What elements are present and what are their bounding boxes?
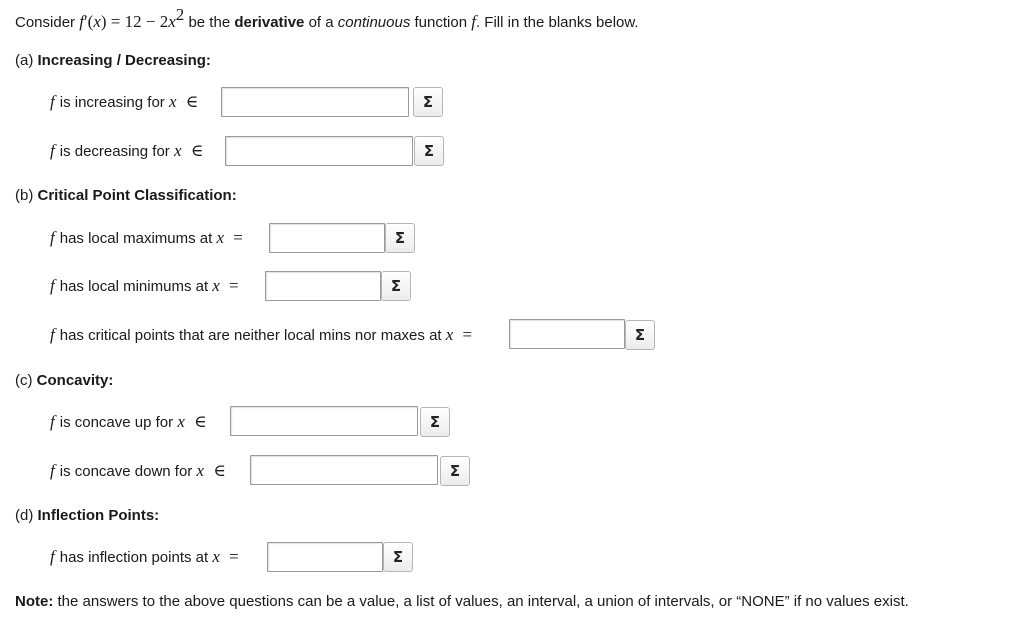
statement-suffix: . Fill in the blanks below. bbox=[475, 14, 639, 31]
left-paren: ( bbox=[87, 12, 94, 31]
local-max-label: f has local maximums at x = bbox=[50, 228, 243, 247]
exponent: 2 bbox=[175, 5, 185, 24]
prime-symbol: ′ bbox=[83, 12, 88, 31]
problem-statement bbox=[15, 5, 639, 32]
continuous-word: continuous bbox=[337, 14, 411, 31]
f-symbol: f bbox=[79, 12, 84, 31]
section-b-heading: (b) Critical Point Classification: bbox=[15, 187, 237, 204]
decreasing-sigma-button[interactable]: Σ bbox=[414, 136, 444, 166]
increasing-label: f is increasing for x ∈ bbox=[50, 92, 199, 111]
concave-up-input[interactable] bbox=[230, 406, 418, 436]
x-squared-base: x bbox=[168, 12, 176, 31]
local-max-sigma-button[interactable]: Σ bbox=[385, 223, 415, 253]
increasing-input[interactable] bbox=[221, 87, 409, 117]
concave-down-sigma-button[interactable]: Σ bbox=[440, 456, 470, 486]
neither-sigma-button[interactable]: Σ bbox=[625, 320, 655, 350]
inflection-input[interactable] bbox=[267, 542, 383, 572]
section-c-heading: (c) Concavity: bbox=[15, 372, 114, 389]
concave-up-sigma-button[interactable]: Σ bbox=[420, 407, 450, 437]
local-min-label: f has local minimums at x = bbox=[50, 276, 239, 295]
decreasing-input[interactable] bbox=[225, 136, 413, 166]
statement-mid1: be the bbox=[188, 14, 231, 31]
note-body: the answers to the above questions can be a value, a list of values, an interval, a union of intervals, or “NONE” if no values exist. bbox=[57, 593, 909, 610]
statement-prefix: Consider bbox=[15, 14, 76, 31]
x-symbol: x bbox=[93, 12, 101, 31]
neither-label: f has critical points that are neither local mins nor maxes at x = bbox=[50, 325, 473, 344]
decreasing-label: f is decreasing for x ∈ bbox=[50, 141, 204, 160]
concave-down-input[interactable] bbox=[250, 455, 438, 485]
concave-down-label: f is concave down for x ∈ bbox=[50, 461, 226, 480]
f-symbol-2: f bbox=[471, 12, 476, 31]
inflection-sigma-button[interactable]: Σ bbox=[383, 542, 413, 572]
section-d-heading: (d) Inflection Points: bbox=[15, 507, 160, 524]
neither-input[interactable] bbox=[509, 319, 625, 349]
statement-mid3: function bbox=[414, 14, 468, 31]
equation-rhs: = 12 − 2 bbox=[106, 12, 169, 31]
concave-up-label: f is concave up for x ∈ bbox=[50, 412, 207, 431]
statement-mid2: of a bbox=[308, 14, 334, 31]
increasing-sigma-button[interactable]: Σ bbox=[413, 87, 443, 117]
right-paren: ) bbox=[100, 12, 107, 31]
section-a-heading: (a) Increasing / Decreasing: bbox=[15, 52, 211, 69]
local-min-input[interactable] bbox=[265, 271, 381, 301]
note-label: Note: bbox=[15, 593, 54, 610]
derivative-word: derivative bbox=[234, 14, 305, 31]
local-min-sigma-button[interactable]: Σ bbox=[381, 271, 411, 301]
inflection-label: f has inflection points at x = bbox=[50, 547, 239, 566]
local-max-input[interactable] bbox=[269, 223, 385, 253]
note-text bbox=[15, 593, 909, 610]
